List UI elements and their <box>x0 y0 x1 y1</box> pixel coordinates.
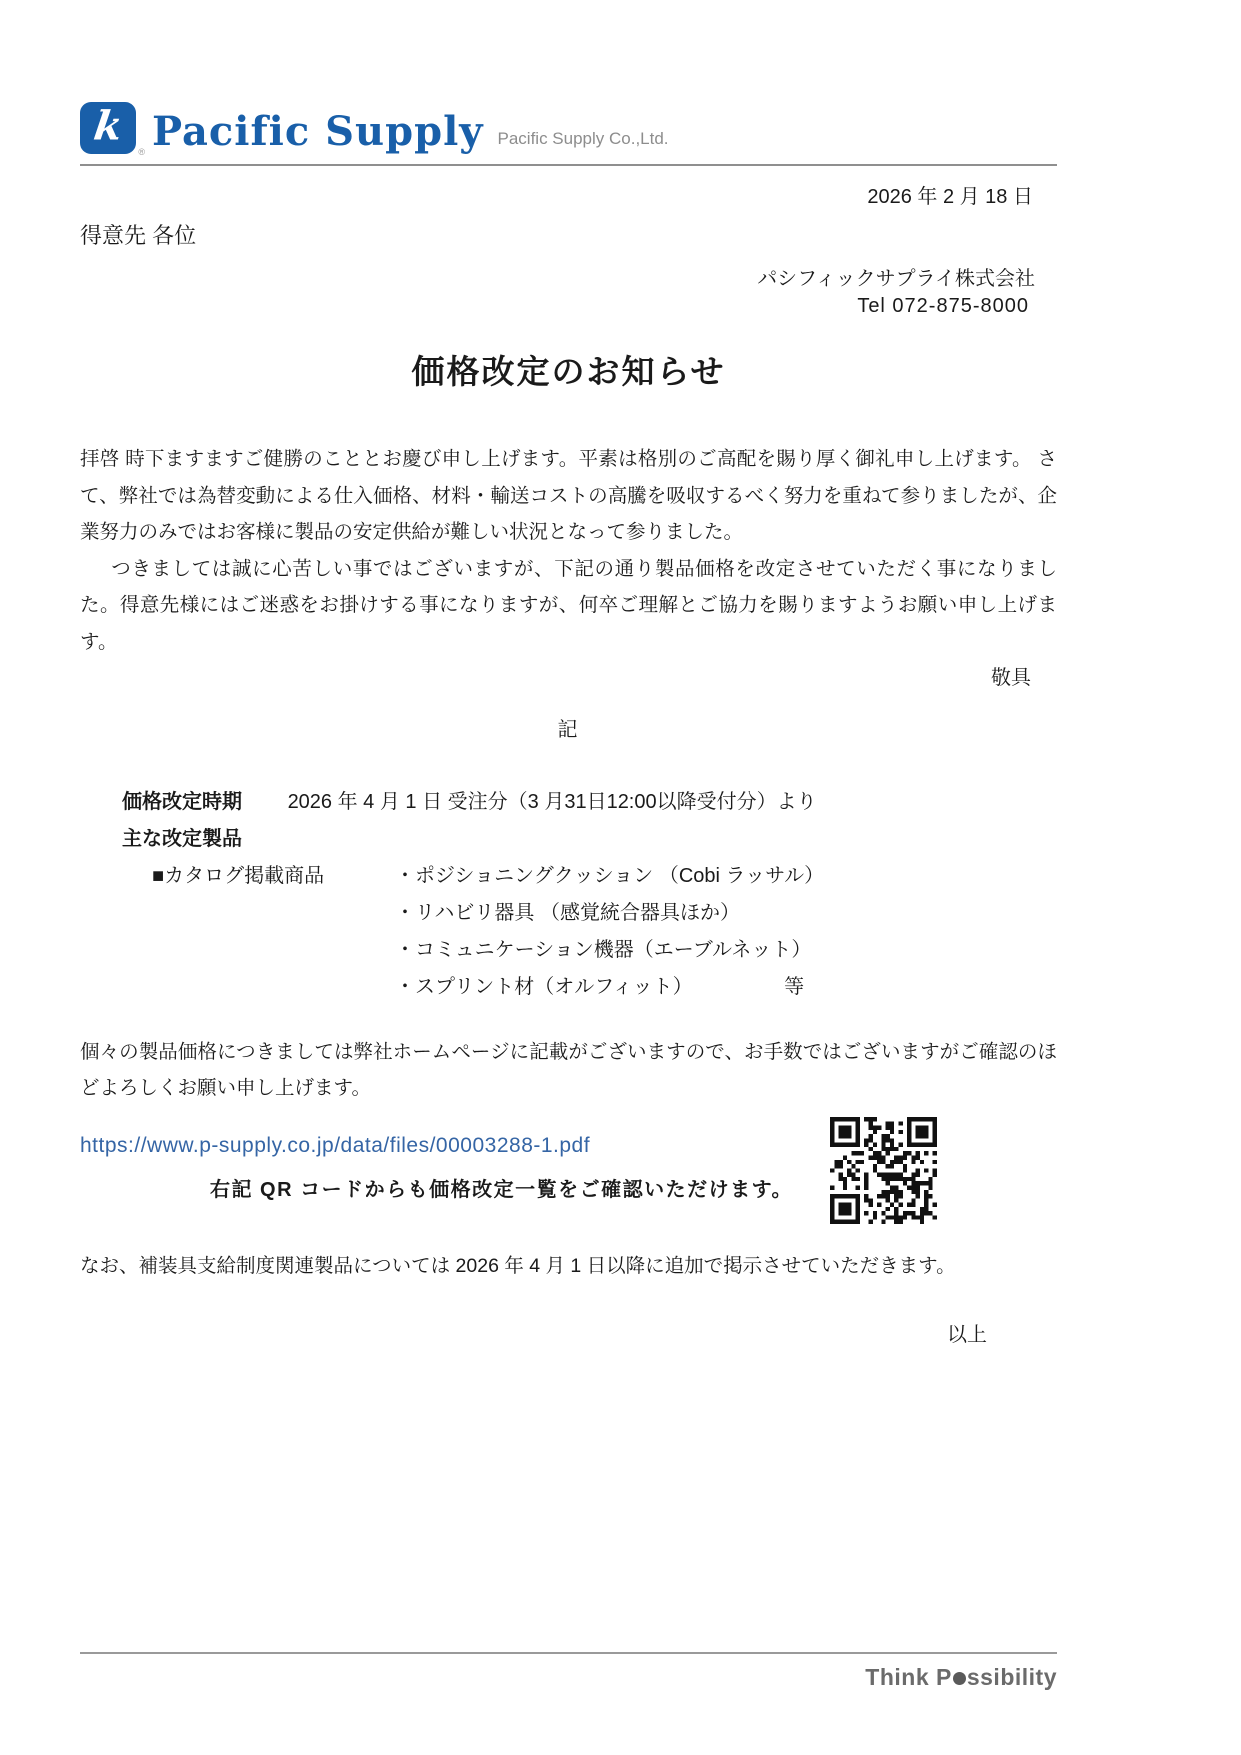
page-footer <box>80 1652 1057 1691</box>
period-label: 価格改定時期 <box>122 790 242 813</box>
etc-suffix: 等 <box>784 975 805 998</box>
sender-phone-number: Tel 072-875-8000 <box>857 295 1029 317</box>
catalog-category-label: ■カタログ掲載商品 <box>152 864 325 887</box>
logo-k-icon <box>80 102 145 157</box>
product-item <box>395 969 1057 1006</box>
catalog-products-section <box>80 858 1057 1006</box>
main-products-label: 主な改定製品 <box>122 827 242 850</box>
addressee: 得意先 各位 <box>80 223 197 248</box>
link-and-qr-region <box>80 1133 1057 1202</box>
body-paragraph-3: 個々の製品価格につきましては弊社ホームページに記載がございますので、お手数ではございますがご確認のほどよろしくお願い申し上げます。 <box>80 1040 1057 1099</box>
body-paragraph-4: なお、補装具支給制度関連製品については 2026 年 4 月 1 日以降に追加で掲示させていただきます。 <box>80 1254 956 1277</box>
qr-instruction: 右記 QR コードからも価格改定一覧をご確認いただけます。 <box>210 1178 794 1201</box>
supplementary-notice <box>80 1248 1057 1285</box>
tagline-o-dot-icon <box>953 1672 966 1685</box>
header-divider <box>80 164 1057 166</box>
logo-company-subtext: Pacific Supply Co.,Ltd. <box>497 129 669 148</box>
footer-divider <box>80 1652 1057 1654</box>
period-value: 2026 年 4 月 1 日 受注分（3 月31日12:00以降受付分）より <box>287 790 817 813</box>
registered-trademark-icon: ® <box>138 147 145 157</box>
brand-tagline <box>80 1664 1057 1691</box>
logo-k-glyph: k <box>90 102 126 150</box>
closing-keigu: 敬具 <box>991 667 1031 689</box>
tagline-prefix: Think P <box>865 1664 952 1690</box>
tagline-suffix: ssibility <box>966 1664 1057 1690</box>
product-item: ・コミュニケーション機器（エーブルネット） <box>395 938 812 961</box>
record-marker: 記 <box>557 718 580 741</box>
sender-company-name: パシフィックサプライ株式会社 <box>757 268 1035 290</box>
document-content <box>80 0 1057 1347</box>
letter-date: 2026 年 2 月 18 日 <box>867 186 1033 208</box>
document-title: 価格改定のお知らせ <box>411 353 726 390</box>
logo-wordmark: Pacific Supply <box>152 108 484 155</box>
end-marker: 以上 <box>947 1324 987 1346</box>
price-list-pdf-link[interactable]: https://www.p-supply.co.jp/data/files/00003288-1.pdf <box>80 1133 591 1157</box>
homepage-notice <box>80 1034 1057 1107</box>
price-revision-period <box>80 784 1057 821</box>
letter-body <box>80 441 1057 660</box>
company-logo <box>80 98 1057 156</box>
product-list <box>395 858 1057 1006</box>
qr-code <box>830 1117 937 1224</box>
product-item-text: ・スプリント材（オルフィット） <box>395 975 693 998</box>
product-item: ・リハビリ器具 （感覚統合器具ほか） <box>395 901 740 924</box>
body-paragraph-1: 拝啓 時下ますますご健勝のこととお慶び申し上げます。平素は格別のご高配を賜り厚く御礼申し上げます。 さて、弊社では為替変動による仕入価格、材料・輸送コストの高騰を吸収するべく努力を重ねて参りましたが、企業努力のみではお客様に製品の安定供給が難しい状況となって参りました。 <box>80 448 1057 543</box>
product-item: ・ポジショニングクッション （Cobi ラッサル） <box>395 864 825 887</box>
body-paragraph-2: つきましては誠に心苦しい事ではございますが、下記の通り製品価格を改定させていただく事になりました。得意先様にはご迷惑をお掛けする事になりますが、何卒ご理解とご協力を賜りますようお願い申し上げます。 <box>80 557 1057 653</box>
